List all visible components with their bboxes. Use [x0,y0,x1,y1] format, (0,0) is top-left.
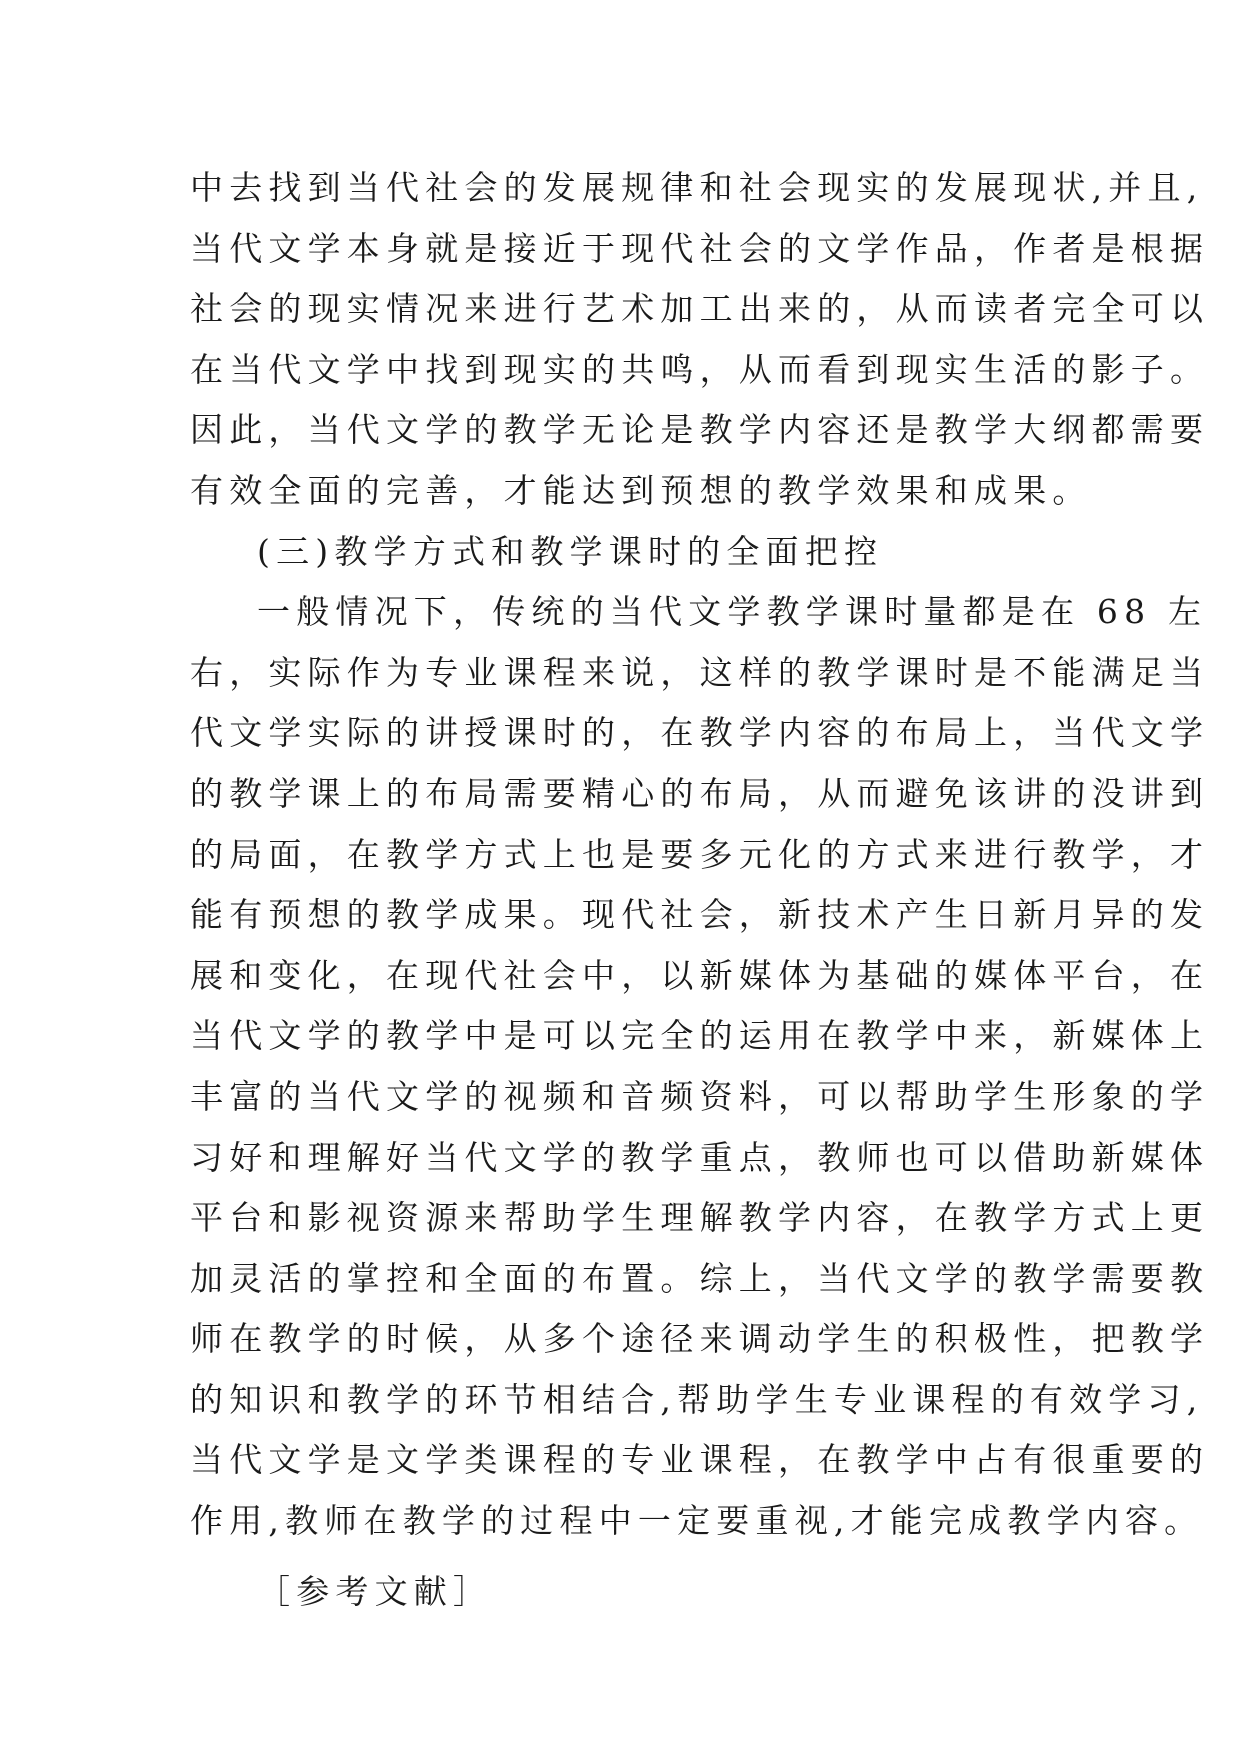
paragraph-line: 在当代文学中找到现实的共鸣，从而看到现实生活的影子。 [190,349,1210,389]
paragraph-line: 因此，当代文学的教学无论是教学内容还是教学大纲都需要 [190,410,1210,450]
paragraph-line: 展和变化，在现代社会中，以新媒体为基础的媒体平台，在 [190,955,1210,995]
paragraph-line: 作用,教师在教学的过程中一定要重视,才能完成教学内容。 [190,1501,1204,1541]
paragraph-line: 中去找到当代社会的发展规律和社会现实的发展现状,并且, [190,168,1204,207]
paragraph-line: 的知识和教学的环节相结合,帮助学生专业课程的有效学习, [190,1379,1204,1419]
paragraph-line: 有效全面的完善，才能达到预想的教学效果和成果。 [190,470,1092,510]
paragraph-line: 一般情况下，传统的当代文学教学课时量都是在 68 左 [257,592,1208,632]
paragraph-line: 当代文学是文学类课程的专业课程，在教学中占有很重要的 [190,1440,1210,1480]
paragraph-line: 当代文学的教学中是可以完全的运用在教学中来，新媒体上 [190,1016,1210,1056]
paragraph-line: 平台和影视资源来帮助学生理解教学内容，在教学方式上更 [190,1198,1210,1238]
paragraph-line: 习好和理解好当代文学的教学重点，教师也可以借助新媒体 [190,1137,1210,1177]
paragraph-2 [190,582,1210,1552]
paragraph-line: 加灵活的掌控和全面的布置。综上，当代文学的教学需要教 [190,1258,1210,1298]
paragraph-line: 右，实际作为专业课程来说，这样的教学课时是不能满足当 [190,652,1210,692]
paragraph-line: 的局面，在教学方式上也是要多元化的方式来进行教学，才 [190,834,1210,874]
paragraph-1 [190,158,1210,522]
paragraph-line: 丰富的当代文学的视频和音频资料，可以帮助学生形象的学 [190,1076,1210,1116]
paragraph-line: 当代文学本身就是接近于现代社会的文学作品，作者是根据 [190,228,1210,268]
section-heading: (三)教学方式和教学课时的全面把控 [257,531,884,571]
paragraph-line: 代文学实际的讲授课时的，在教学内容的布局上，当代文学 [190,713,1210,753]
body-text [190,158,1210,1622]
paragraph-line: 师在教学的时候，从多个途径来调动学生的积极性，把教学 [190,1319,1210,1359]
paragraph-line: 的教学课上的布局需要精心的布局，从而避免该讲的没讲到 [190,773,1210,813]
paragraph-line: 社会的现实情况来进行艺术加工出来的，从而读者完全可以 [190,289,1210,329]
paragraph-line: 能有预想的教学成果。现代社会，新技术产生日新月异的发 [190,895,1210,935]
references-heading: ［参考文献］ [257,1571,493,1611]
